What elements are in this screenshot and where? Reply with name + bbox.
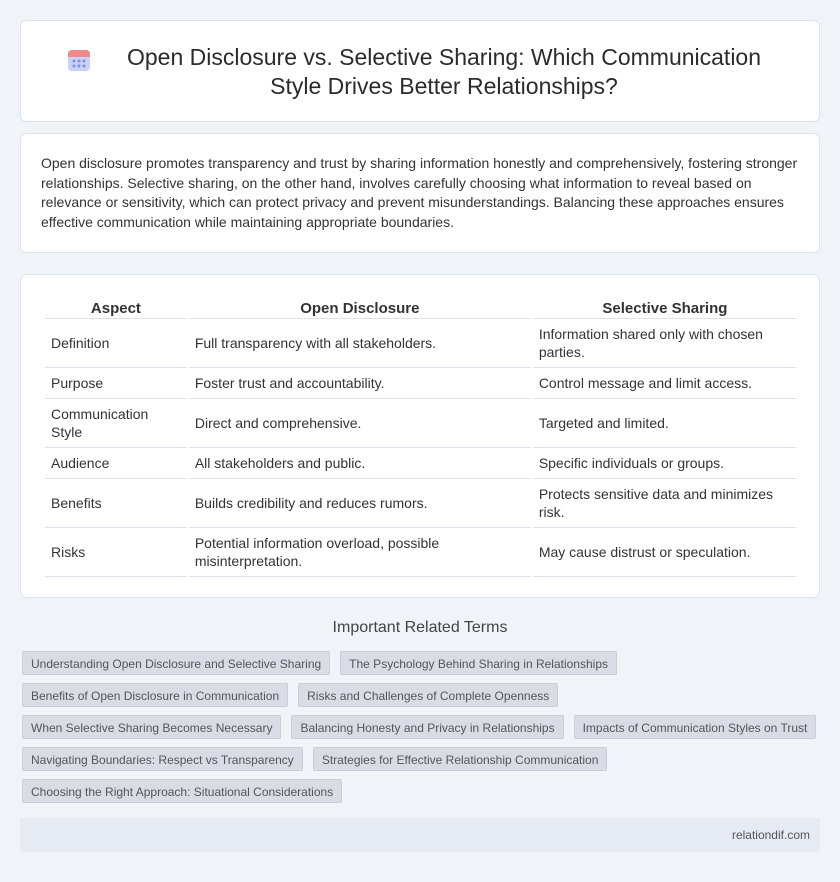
page-title: Open Disclosure vs. Selective Sharing: Which Communication Style Drives Better Relationships?	[126, 44, 762, 99]
row-selective-sharing: Specific individuals or groups.	[533, 448, 797, 479]
header-selective-sharing: Selective Sharing	[533, 295, 797, 319]
related-term-link[interactable]: The Psychology Behind Sharing in Relationships	[340, 651, 617, 675]
row-open-disclosure: Potential information overload, possible misinterpretation.	[189, 528, 531, 577]
table-row	[45, 368, 797, 399]
related-terms-list	[22, 651, 818, 803]
intro-card	[20, 133, 820, 253]
calendar-grid-icon	[66, 47, 92, 73]
row-selective-sharing: Targeted and limited.	[533, 399, 797, 448]
related-term-link[interactable]: Understanding Open Disclosure and Selective Sharing	[22, 651, 330, 675]
table-row	[45, 399, 797, 448]
row-aspect: Risks	[45, 528, 187, 577]
header-open-disclosure: Open Disclosure	[189, 295, 531, 319]
related-term-link[interactable]: Risks and Challenges of Complete Openness	[298, 683, 558, 707]
row-open-disclosure: Foster trust and accountability.	[189, 368, 531, 399]
table-row	[45, 528, 797, 577]
row-selective-sharing: Protects sensitive data and minimizes risk.	[533, 479, 797, 528]
row-aspect: Benefits	[45, 479, 187, 528]
footer-site-link[interactable]: relationdif.com	[731, 828, 810, 842]
header-aspect: Aspect	[45, 295, 187, 319]
table-header-row	[45, 295, 797, 319]
comparison-table-card	[20, 274, 820, 598]
row-open-disclosure: Full transparency with all stakeholders.	[189, 319, 531, 368]
row-open-disclosure: All stakeholders and public.	[189, 448, 531, 479]
comparison-table	[43, 295, 799, 577]
related-term-link[interactable]: Strategies for Effective Relationship Communication	[313, 747, 608, 771]
intro-paragraph: Open disclosure promotes transparency and trust by sharing information honestly and comprehensively, fostering stronger relationships. Selective sharing, on the other hand, involves carefully choosing what information to reveal based on relevance or sensitivity, which can protect privacy and prevent misunderstandings. Balancing these approaches ensures effective communication while maintaining appropriate boundaries.	[41, 155, 798, 230]
row-aspect: Definition	[45, 319, 187, 368]
table-row	[45, 479, 797, 528]
related-term-link[interactable]: Balancing Honesty and Privacy in Relationships	[291, 715, 563, 739]
table-row	[45, 448, 797, 479]
related-term-link[interactable]: Impacts of Communication Styles on Trust	[574, 715, 817, 739]
table-row	[45, 319, 797, 368]
related-terms-title: Important Related Terms	[332, 619, 508, 636]
row-aspect: Audience	[45, 448, 187, 479]
header-card	[20, 20, 820, 122]
related-term-link[interactable]: When Selective Sharing Becomes Necessary	[22, 715, 281, 739]
row-selective-sharing: Information shared only with chosen parties.	[533, 319, 797, 368]
row-selective-sharing: May cause distrust or speculation.	[533, 528, 797, 577]
row-aspect: Purpose	[45, 368, 187, 399]
related-term-link[interactable]: Benefits of Open Disclosure in Communication	[22, 683, 288, 707]
footer	[20, 818, 820, 852]
row-open-disclosure: Builds credibility and reduces rumors.	[189, 479, 531, 528]
row-aspect: Communication Style	[45, 399, 187, 448]
row-selective-sharing: Control message and limit access.	[533, 368, 797, 399]
related-term-link[interactable]: Choosing the Right Approach: Situational Considerations	[22, 779, 342, 803]
row-open-disclosure: Direct and comprehensive.	[189, 399, 531, 448]
related-term-link[interactable]: Navigating Boundaries: Respect vs Transparency	[22, 747, 303, 771]
